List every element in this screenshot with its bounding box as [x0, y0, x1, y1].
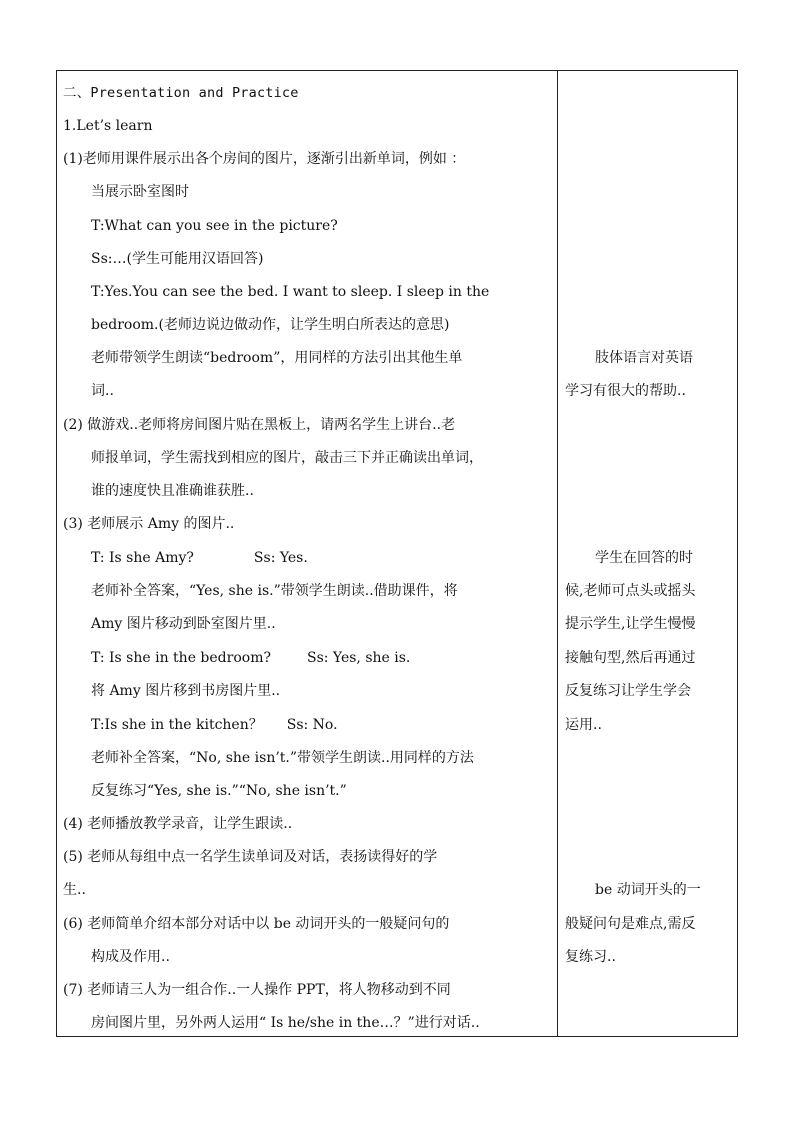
student-answer: Ss: No. — [286, 717, 338, 733]
dialog-line — [91, 548, 308, 568]
step-5-line-1: (5) 老师从每组中点一名学生读单词及对话，表扬读得好的学 — [63, 849, 438, 865]
section-heading: 二、Presentation and Practice — [63, 85, 299, 101]
student-answer: Ss: Yes, she is. — [306, 650, 411, 666]
dialog-line: T:What can you see in the picture? — [91, 218, 338, 234]
note-2-line-6: 运用.. — [565, 717, 602, 733]
dialog-line — [91, 715, 338, 735]
step-3-line: 老师补全答案，“Yes, she is.”带领学生朗读..借助课件，将 — [91, 583, 458, 599]
column-divider — [557, 71, 558, 1036]
note-1-line-1: 肢体语言对英语 — [595, 350, 693, 366]
note-1-line-2: 学习有很大的帮助.. — [565, 383, 686, 399]
step-3-line: 反复练习“Yes, she is.”“No, she isn’t.” — [91, 783, 347, 799]
step-3-line-1: (3) 老师展示 Amy 的图片.. — [63, 516, 235, 532]
step-1-line-2: 当展示卧室图时 — [91, 184, 189, 200]
step-1-line-1: (1)老师用课件展示出各个房间的图片，逐渐引出新单词，例如 ： — [63, 151, 466, 167]
step-7-line-1: (7) 老师请三人为一组合作..一人操作 PPT，将人物移动到不同 — [63, 982, 451, 998]
step-6-line-2: 构成及作用.. — [91, 949, 170, 965]
step-2-line-1: (2) 做游戏..老师将房间图片贴在黑板上，请两名学生上讲台..老 — [63, 417, 456, 433]
step-4-line: (4) 老师播放教学录音，让学生跟读.. — [63, 816, 293, 832]
note-2-line-3: 提示学生,让学生慢慢 — [565, 616, 696, 632]
step-3-line: Amy 图片移动到卧室图片里.. — [91, 616, 276, 632]
note-2-line-5: 反复练习让学生学会 — [565, 683, 691, 699]
step-2-line-2: 师报单词，学生需找到相应的图片，敲击三下并正确读出单词， — [91, 450, 483, 466]
teacher-question: T: Is she in the bedroom? — [91, 650, 271, 666]
step-1-line: 词.. — [91, 383, 114, 399]
step-2-line-3: 谁的速度快且准确谁获胜.. — [91, 483, 254, 499]
note-3-line-2: 般疑问句是难点,需反 — [565, 916, 696, 932]
step-7-line-2: 房间图片里，另外两人运用“ Is he/she in the…？”进行对话.. — [91, 1015, 480, 1031]
student-answer: Ss: Yes. — [253, 550, 308, 566]
step-3-line: 老师补全答案，“No, she isn’t.”带领学生朗读..用同样的方法 — [91, 750, 474, 766]
note-2-line-2: 候,老师可点头或摇头 — [565, 583, 696, 599]
note-3-line-3: 复练习.. — [565, 949, 616, 965]
step-5-line-2: 生.. — [63, 882, 86, 898]
step-6-line-1: (6) 老师简单介绍本部分对话中以 be 动词开头的一般疑问句的 — [63, 916, 450, 932]
note-3-line-1: be 动词开头的一 — [595, 882, 701, 898]
dialog-line: bedroom.(老师边说边做动作，让学生明白所表达的意思) — [91, 317, 450, 333]
subheading-lets-learn: 1.Let’s learn — [63, 118, 153, 134]
step-1-line: 老师带领学生朗读“bedroom”，用同样的方法引出其他生单 — [91, 350, 463, 366]
teacher-question: T:Is she in the kitchen？ — [91, 717, 263, 733]
note-2-line-1: 学生在回答的时 — [595, 550, 693, 566]
lesson-table — [56, 70, 738, 1037]
dialog-line: Ss:…(学生可能用汉语回答) — [91, 251, 264, 267]
dialog-line: T:Yes.You can see the bed. I want to sleep. I sleep in the — [91, 284, 490, 300]
dialog-line — [91, 648, 410, 668]
step-3-line: 将 Amy 图片移到书房图片里.. — [91, 683, 281, 699]
note-2-line-4: 接触句型,然后再通过 — [565, 650, 696, 666]
teacher-question: T: Is she Amy? — [91, 550, 194, 566]
